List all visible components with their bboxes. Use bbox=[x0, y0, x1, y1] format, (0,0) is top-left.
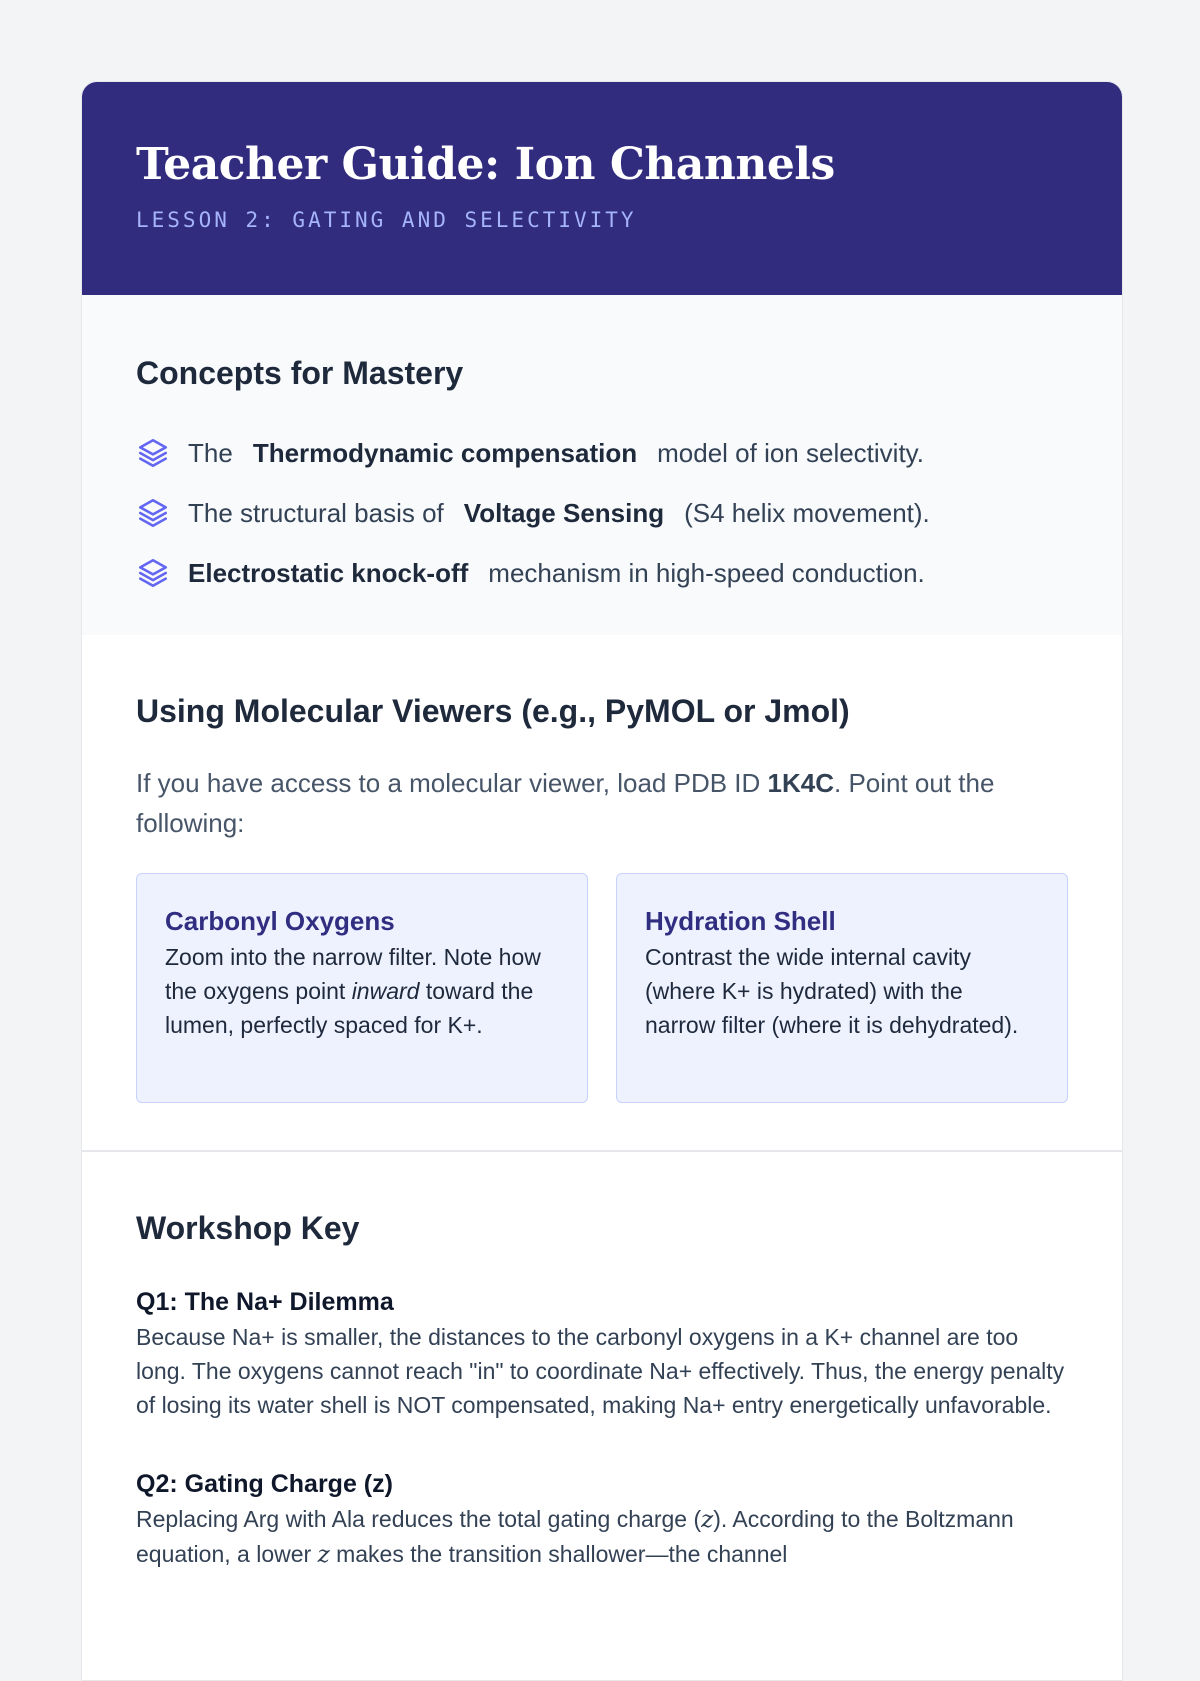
card-title: Hydration Shell bbox=[645, 906, 836, 936]
answer-part: ). According to the Boltzmann equation, a lower bbox=[136, 1506, 1014, 1567]
concept-keyword: Electrostatic knock-off bbox=[188, 557, 469, 588]
concept-text: (S4 helix movement). bbox=[684, 497, 930, 528]
carbonyl-oxygens-card bbox=[136, 873, 588, 1103]
intro-text: . Point out the following: bbox=[136, 768, 995, 838]
concepts-heading: Concepts for Mastery bbox=[136, 355, 464, 391]
question-title: Q2: Gating Charge (z) bbox=[136, 1470, 393, 1498]
concept-keyword: Voltage Sensing bbox=[463, 497, 665, 528]
variable-z: z bbox=[701, 1507, 714, 1533]
viewers-heading: Using Molecular Viewers (e.g., PyMOL or Jmol) bbox=[136, 693, 850, 729]
viewers-intro bbox=[136, 763, 1068, 843]
concept-text: model of ion selectivity. bbox=[657, 437, 924, 468]
layers-icon bbox=[136, 496, 170, 530]
layers-icon bbox=[136, 556, 170, 590]
viewer-cards bbox=[136, 873, 1068, 1103]
pdb-id: 1K4C bbox=[767, 768, 834, 798]
concept-keyword: Thermodynamic compensation bbox=[252, 437, 638, 468]
card-title: Carbonyl Oxygens bbox=[165, 906, 395, 936]
lesson-subtitle: LESSON 2: GATING AND SELECTIVITY bbox=[136, 208, 637, 232]
layers-icon bbox=[136, 436, 170, 470]
concept-list bbox=[136, 423, 1068, 603]
teacher-guide-page bbox=[81, 81, 1123, 1681]
card-text-emphasis: inward bbox=[351, 978, 420, 1004]
card-text: Contrast the wide internal cavity (where K+ is hydrated) with the narrow filter (where it is dehydrated). bbox=[645, 944, 1019, 1038]
concepts-section bbox=[82, 295, 1122, 635]
workshop-heading: Workshop Key bbox=[136, 1210, 360, 1246]
hydration-shell-card bbox=[616, 873, 1068, 1103]
workshop-key-section bbox=[82, 1152, 1122, 1572]
question-block bbox=[136, 1284, 1068, 1422]
concept-text: The structural basis of bbox=[188, 497, 444, 528]
concept-item bbox=[136, 543, 1068, 603]
concept-text: The bbox=[188, 437, 233, 468]
card-text-part: toward the lumen, perfectly spaced for K+. bbox=[165, 978, 534, 1038]
concept-text: mechanism in high-speed conduction. bbox=[488, 557, 925, 588]
answer-text: Because Na+ is smaller, the distances to the carbonyl oxygens in a K+ channel are too long. The oxygens cannot reach "in" to coordinate Na+ effectively. Thus, the energy penalty of losing its water shell is NOT compensated, making Na+ entry energetically unfavorable. bbox=[136, 1324, 1065, 1418]
question-title: Q1: The Na+ Dilemma bbox=[136, 1288, 394, 1316]
page-header bbox=[82, 82, 1122, 295]
page-title: Teacher Guide: Ion Channels bbox=[136, 139, 835, 190]
answer-text bbox=[136, 1502, 1068, 1572]
intro-text: If you have access to a molecular viewer, load PDB ID bbox=[136, 768, 768, 798]
molecular-viewers-section bbox=[82, 635, 1122, 1152]
question-block bbox=[136, 1466, 1068, 1572]
answer-part: makes the transition shallower—the channel bbox=[329, 1541, 788, 1567]
variable-z: z bbox=[317, 1542, 330, 1568]
concept-item bbox=[136, 423, 1068, 483]
concept-item bbox=[136, 483, 1068, 543]
answer-part: Replacing Arg with Ala reduces the total gating charge ( bbox=[136, 1506, 702, 1532]
card-text bbox=[165, 940, 559, 1042]
card-text-part: Zoom into the narrow filter. Note how the oxygens point bbox=[165, 944, 541, 1004]
